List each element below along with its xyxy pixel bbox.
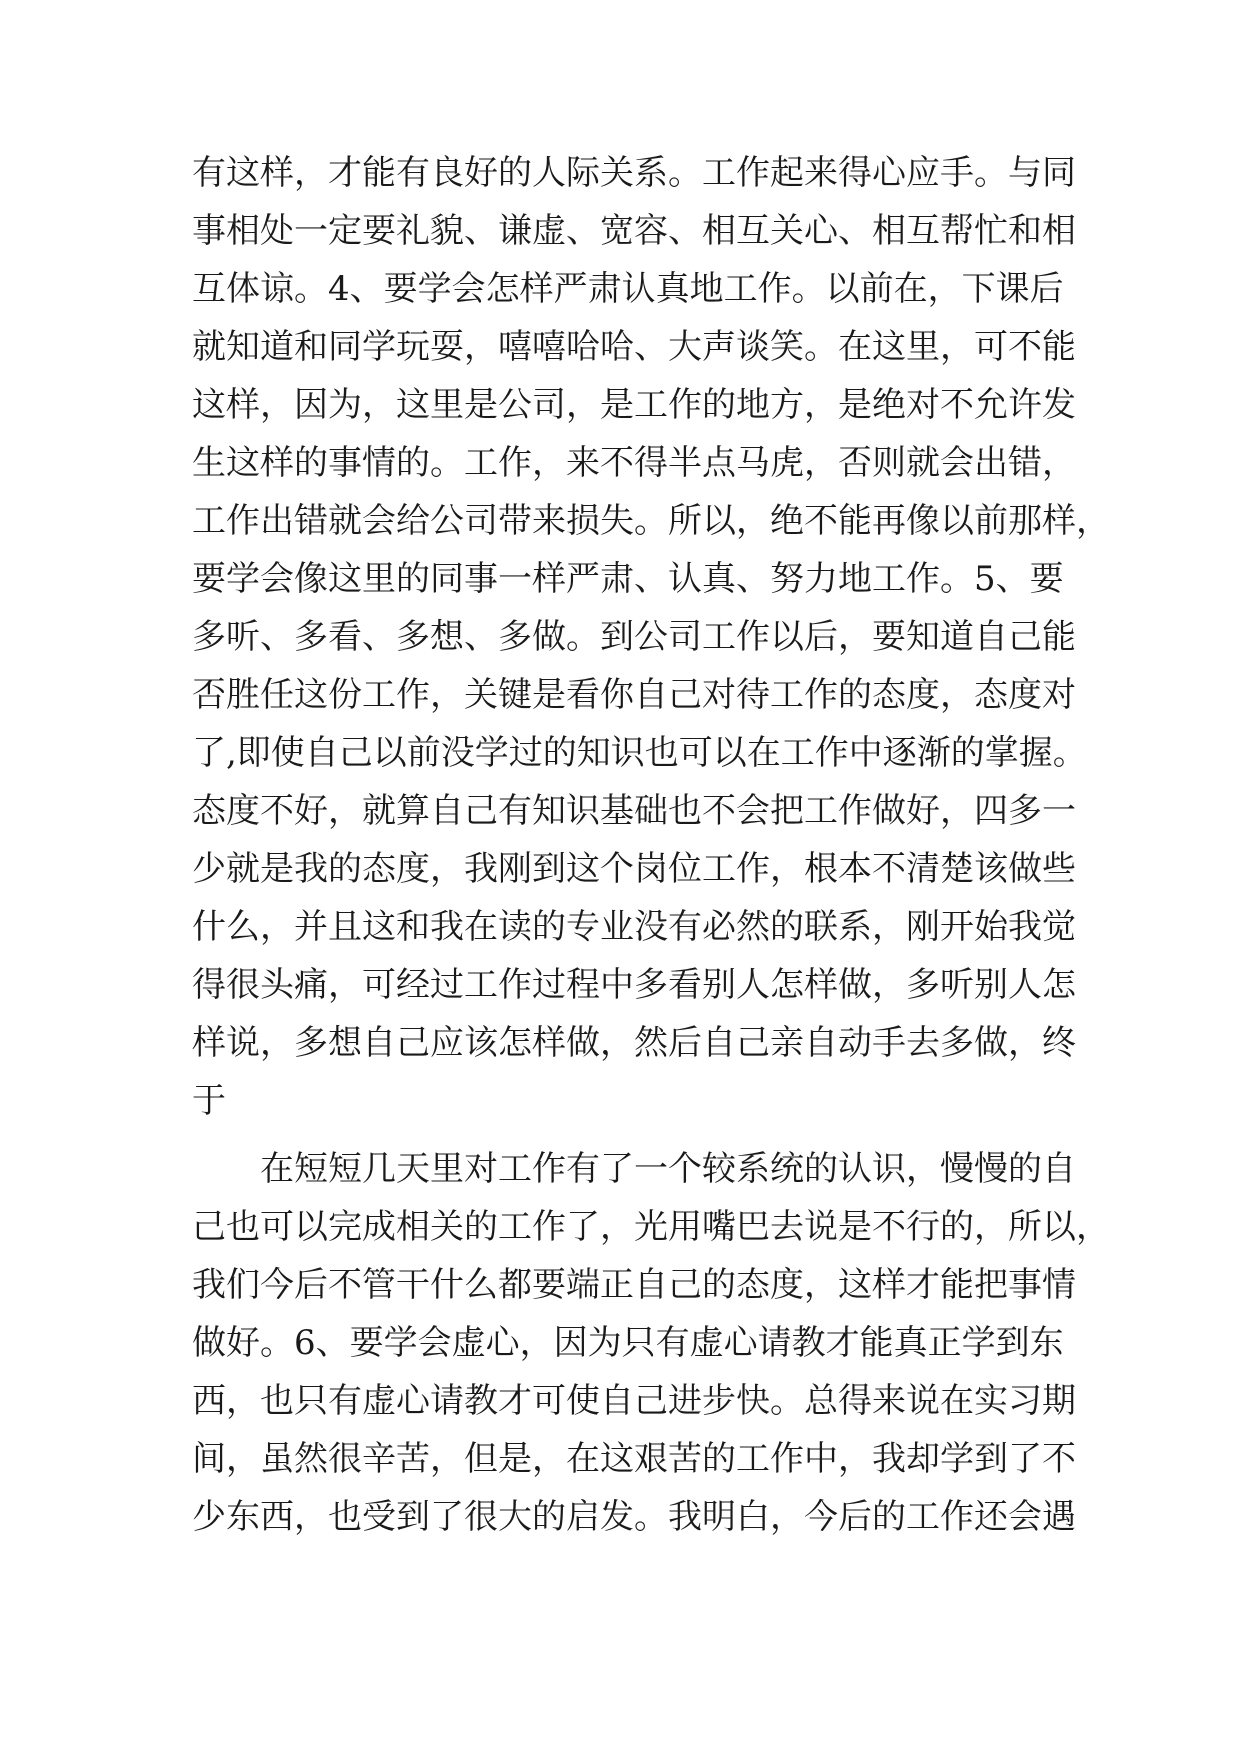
text-line: 就知道和同学玩耍，嘻嘻哈哈、大声谈笑。在这里，可不能 bbox=[192, 327, 1076, 367]
text-line: 态度不好，就算自己有知识基础也不会把工作做好，四多一 bbox=[192, 791, 1076, 831]
text-line: 多听、多看、多想、多做。到公司工作以后，要知道自己能 bbox=[192, 617, 1076, 657]
text-line: 事相处一定要礼貌、谦虚、宽容、相互关心、相互帮忙和相 bbox=[192, 211, 1076, 251]
text-line: 互体谅。4、要学会怎样严肃认真地工作。以前在，下课后 bbox=[192, 269, 1064, 309]
paragraph-1 bbox=[192, 144, 1110, 1130]
paragraph-2 bbox=[192, 1140, 1110, 1546]
text-line: 于 bbox=[192, 1081, 226, 1121]
text-line: 做好。6、要学会虚心，因为只有虚心请教才能真正学到东 bbox=[192, 1323, 1064, 1363]
text-line: 否胜任这份工作，关键是看你自己对待工作的态度，态度对 bbox=[192, 675, 1076, 715]
text-line: 样说，多想自己应该怎样做，然后自己亲自动手去多做，终 bbox=[192, 1023, 1076, 1063]
text-line: 间，虽然很辛苦，但是，在这艰苦的工作中，我却学到了不 bbox=[192, 1439, 1076, 1479]
text-line: 了,即使自己以前没学过的知识也可以在工作中逐渐的掌握。 bbox=[192, 733, 1087, 773]
text-line: 这样，因为，这里是公司，是工作的地方，是绝对不允许发 bbox=[192, 385, 1076, 425]
text-line: 工作出错就会给公司带来损失。所以，绝不能再像以前那样， bbox=[192, 501, 1110, 541]
text-line: 生这样的事情的。工作，来不得半点马虎，否则就会出错， bbox=[192, 443, 1076, 483]
text-line: 在短短几天里对工作有了一个较系统的认识，慢慢的自 bbox=[260, 1149, 1076, 1189]
text-line: 少就是我的态度，我刚到这个岗位工作，根本不清楚该做些 bbox=[192, 849, 1076, 889]
text-line: 有这样，才能有良好的人际关系。工作起来得心应手。与同 bbox=[192, 153, 1076, 193]
text-line: 我们今后不管干什么都要端正自己的态度，这样才能把事情 bbox=[192, 1265, 1076, 1305]
text-line: 要学会像这里的同事一样严肃、认真、努力地工作。5、要 bbox=[192, 559, 1064, 599]
text-line: 西，也只有虚心请教才可使自己进步快。总得来说在实习期 bbox=[192, 1381, 1076, 1421]
text-line: 己也可以完成相关的工作了，光用嘴巴去说是不行的，所以， bbox=[192, 1207, 1110, 1247]
text-line: 得很头痛，可经过工作过程中多看别人怎样做，多听别人怎 bbox=[192, 965, 1076, 1005]
text-line: 什么，并且这和我在读的专业没有必然的联系，刚开始我觉 bbox=[192, 907, 1076, 947]
text-line: 少东西，也受到了很大的启发。我明白，今后的工作还会遇 bbox=[192, 1497, 1076, 1537]
